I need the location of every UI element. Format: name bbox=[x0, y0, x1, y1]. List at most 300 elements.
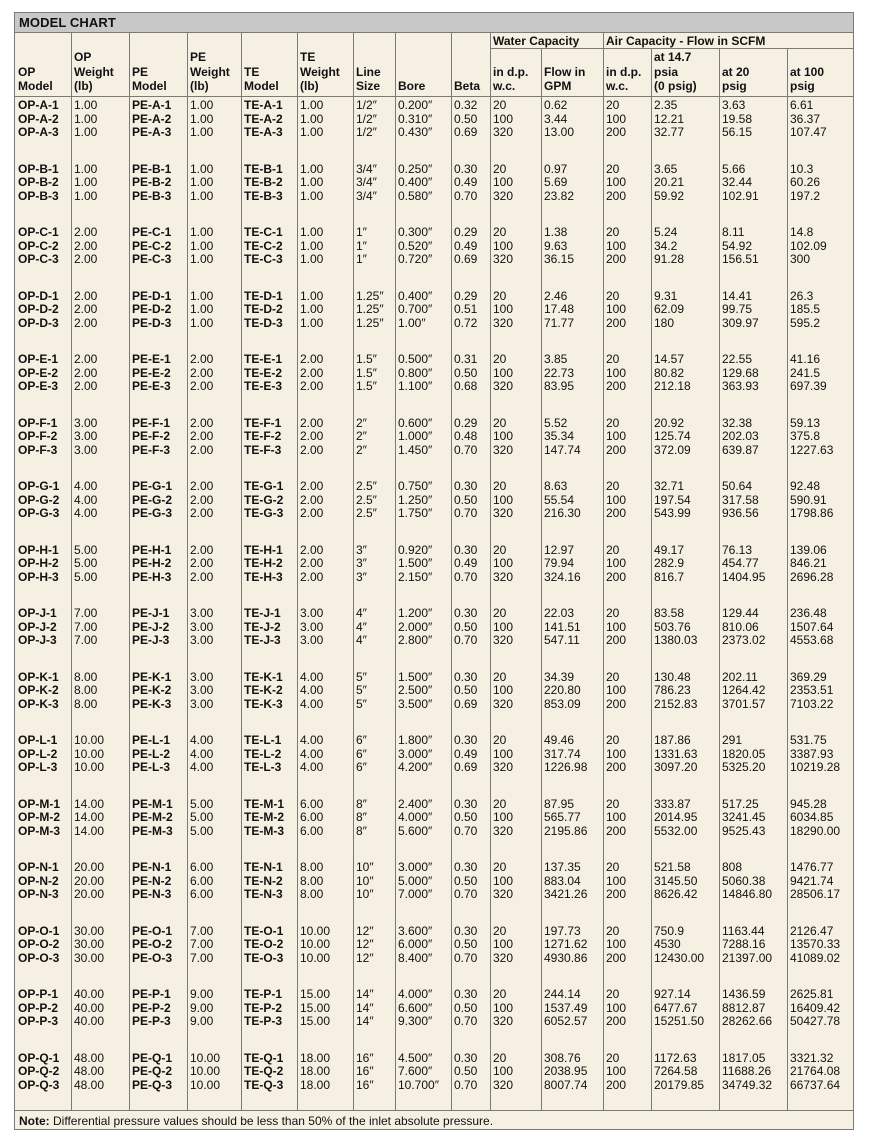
table-cell: PE-B-3 bbox=[132, 188, 172, 203]
column-divider bbox=[187, 33, 188, 1110]
table-cell: 333.87 bbox=[654, 796, 691, 811]
table-cell: 18.00 bbox=[300, 1064, 331, 1079]
table-cell: 100 bbox=[606, 492, 627, 507]
table-cell: 20.00 bbox=[74, 860, 105, 874]
table-cell: 3.00 bbox=[300, 633, 324, 648]
column-divider bbox=[353, 33, 354, 1110]
table-cell: OP-K-3 bbox=[18, 696, 59, 711]
table-cell: 5.00 bbox=[190, 810, 214, 825]
table-cell: 10″ bbox=[356, 873, 374, 888]
table-cell: 0.29 bbox=[454, 288, 478, 303]
table-cell: 1436.59 bbox=[722, 987, 766, 1001]
table-cell: OP-B-2 bbox=[18, 175, 59, 190]
table-cell: 1.25″ bbox=[356, 302, 384, 317]
table-cell: 1.00 bbox=[190, 175, 214, 190]
table-cell: 10.00 bbox=[74, 760, 105, 775]
table-cell: 12″ bbox=[356, 950, 374, 965]
table-cell: 32.77 bbox=[654, 125, 685, 140]
table-cell: 0.69 bbox=[454, 696, 478, 711]
table-cell: 6″ bbox=[356, 760, 367, 775]
table-cell: 1331.63 bbox=[654, 746, 698, 761]
table-cell: 1.200″ bbox=[398, 606, 433, 620]
table-cell: 6052.57 bbox=[544, 1014, 588, 1029]
table-cell: 810.06 bbox=[722, 619, 759, 634]
table-cell: 5.24 bbox=[654, 225, 678, 239]
table-cell: 15.00 bbox=[300, 987, 331, 1001]
table-cell: PE-J-1 bbox=[132, 606, 170, 620]
table-cell: 1817.05 bbox=[722, 1050, 766, 1065]
table-cell: 1.00 bbox=[190, 252, 214, 267]
table-cell: 14846.80 bbox=[722, 887, 773, 902]
table-cell: TE-F-1 bbox=[244, 415, 282, 430]
table-cell: 0.310″ bbox=[398, 111, 433, 126]
table-cell: 4.200″ bbox=[398, 760, 433, 775]
table-cell: 883.04 bbox=[544, 873, 581, 888]
column-divider bbox=[603, 33, 604, 1110]
table-cell: PE-M-1 bbox=[132, 796, 173, 811]
table-cell: 10″ bbox=[356, 887, 374, 902]
table-cell: 808 bbox=[722, 860, 743, 874]
table-cell: 0.70 bbox=[454, 950, 478, 965]
table-cell: 20 bbox=[493, 860, 507, 874]
table-cell: PE-H-3 bbox=[132, 569, 172, 584]
table-cell: 100 bbox=[606, 1064, 627, 1079]
table-cell: 2373.02 bbox=[722, 633, 766, 648]
column-divider bbox=[719, 48, 720, 1110]
table-cell: 1.00 bbox=[300, 288, 324, 303]
table-cell: 1537.49 bbox=[544, 1000, 588, 1015]
table-cell: 20 bbox=[606, 161, 620, 176]
table-cell: TE-P-1 bbox=[244, 987, 283, 1001]
table-cell: 19.58 bbox=[722, 111, 753, 126]
table-cell: 71.77 bbox=[544, 315, 575, 330]
table-cell: 20 bbox=[493, 161, 507, 176]
table-cell: 12″ bbox=[356, 937, 374, 952]
chart-title: MODEL CHART bbox=[19, 15, 116, 30]
table-cell: 12″ bbox=[356, 923, 374, 938]
table-cell: 20 bbox=[606, 288, 620, 303]
table-cell: 21764.08 bbox=[790, 1064, 841, 1079]
table-cell: 2.00 bbox=[300, 415, 324, 430]
table-cell: 1.00 bbox=[190, 302, 214, 317]
table-cell: PE-A-3 bbox=[132, 125, 172, 140]
table-cell: 320 bbox=[493, 696, 514, 711]
table-cell: 14″ bbox=[356, 1000, 374, 1015]
table-cell: 100 bbox=[493, 302, 514, 317]
table-cell: 100 bbox=[493, 556, 514, 571]
table-cell: 14″ bbox=[356, 987, 374, 1001]
table-cell: 2.00 bbox=[190, 365, 214, 380]
table-cell: 2.00 bbox=[190, 506, 214, 521]
table-cell: 0.70 bbox=[454, 823, 478, 838]
table-cell: 4.000″ bbox=[398, 810, 433, 825]
table-cell: 846.21 bbox=[790, 556, 827, 571]
table-cell: 20.00 bbox=[74, 873, 105, 888]
table-cell: 4.00 bbox=[300, 746, 324, 761]
table-cell: 32.44 bbox=[722, 175, 753, 190]
table-cell: 0.69 bbox=[454, 125, 478, 140]
table-cell: 1.00″ bbox=[398, 315, 426, 330]
table-cell: 3″ bbox=[356, 556, 367, 571]
table-cell: OP-J-2 bbox=[18, 619, 57, 634]
table-cell: 1.5″ bbox=[356, 379, 377, 394]
table-cell: TE-H-1 bbox=[244, 542, 283, 557]
table-cell: 100 bbox=[606, 873, 627, 888]
table-cell: 100 bbox=[606, 429, 627, 444]
table-cell: 1798.86 bbox=[790, 506, 834, 521]
table-cell: 2152.83 bbox=[654, 696, 698, 711]
table-cell: 3.600″ bbox=[398, 923, 433, 938]
table-cell: 2.00 bbox=[190, 429, 214, 444]
table-cell: 50.64 bbox=[722, 479, 753, 493]
table-cell: 3241.45 bbox=[722, 810, 766, 825]
table-cell: 14.00 bbox=[74, 796, 105, 811]
table-cell: 8.11 bbox=[722, 225, 745, 239]
table-cell: 2.00 bbox=[74, 288, 98, 303]
table-cell: 0.68 bbox=[454, 379, 478, 394]
table-cell: 1.00 bbox=[74, 98, 98, 112]
table-cell: 21397.00 bbox=[722, 950, 773, 965]
table-cell: 30.00 bbox=[74, 937, 105, 952]
table-cell: 16″ bbox=[356, 1064, 374, 1079]
table-cell: 6.61 bbox=[790, 98, 814, 112]
table-cell: 4530 bbox=[654, 937, 681, 952]
table-cell: 6.00 bbox=[300, 796, 324, 811]
table-cell: PE-K-1 bbox=[132, 669, 172, 684]
table-cell: 320 bbox=[493, 1077, 514, 1092]
column-header-line: Size bbox=[356, 79, 381, 93]
table-cell: TE-K-2 bbox=[244, 683, 283, 698]
table-cell: 20 bbox=[606, 733, 620, 747]
table-cell: 291 bbox=[722, 733, 743, 747]
water-capacity-header: Water Capacity bbox=[493, 34, 580, 48]
table-cell: 141.51 bbox=[544, 619, 581, 634]
table-cell: TE-B-3 bbox=[244, 188, 283, 203]
table-cell: 2353.51 bbox=[790, 683, 834, 698]
table-cell: 107.47 bbox=[790, 125, 827, 140]
table-cell: OP-P-3 bbox=[18, 1014, 59, 1029]
column-divider bbox=[651, 48, 652, 1110]
table-cell: OP-O-3 bbox=[18, 950, 60, 965]
table-cell: 0.30 bbox=[454, 987, 478, 1001]
table-cell: 308.76 bbox=[544, 1050, 581, 1065]
table-cell: 4.00 bbox=[300, 696, 324, 711]
table-cell: 13570.33 bbox=[790, 937, 841, 952]
table-cell: 4.00 bbox=[300, 683, 324, 698]
table-cell: 100 bbox=[606, 556, 627, 571]
table-cell: OP-N-3 bbox=[18, 887, 59, 902]
table-cell: 1.250″ bbox=[398, 492, 433, 507]
table-cell: PE-G-2 bbox=[132, 492, 173, 507]
table-cell: 7.00 bbox=[74, 606, 98, 620]
table-cell: 28506.17 bbox=[790, 887, 841, 902]
table-cell: PE-L-1 bbox=[132, 733, 171, 747]
column-divider bbox=[395, 33, 396, 1110]
table-cell: 20.92 bbox=[654, 415, 685, 430]
table-cell: 20 bbox=[493, 606, 507, 620]
table-cell: PE-A-1 bbox=[132, 98, 172, 112]
table-cell: 945.28 bbox=[790, 796, 827, 811]
table-cell: 6.000″ bbox=[398, 937, 433, 952]
table-cell: 56.15 bbox=[722, 125, 753, 140]
table-cell: TE-L-1 bbox=[244, 733, 282, 747]
column-header-line: TE bbox=[244, 65, 260, 79]
table-cell: 5532.00 bbox=[654, 823, 698, 838]
table-cell: 320 bbox=[493, 125, 514, 140]
table-cell: 2.35 bbox=[654, 98, 678, 112]
table-cell: 10.00 bbox=[300, 950, 331, 965]
table-cell: OP-Q-2 bbox=[18, 1064, 60, 1079]
table-cell: OP-H-1 bbox=[18, 542, 59, 557]
table-cell: 15.00 bbox=[300, 1000, 331, 1015]
table-cell: 8.63 bbox=[544, 479, 568, 493]
table-cell: OP-M-1 bbox=[18, 796, 60, 811]
table-cell: OP-L-2 bbox=[18, 746, 58, 761]
table-cell: OP-H-3 bbox=[18, 569, 59, 584]
table-cell: 2.00 bbox=[74, 379, 98, 394]
table-cell: 1.00 bbox=[190, 161, 214, 176]
table-cell: 9.00 bbox=[190, 1000, 214, 1015]
table-cell: 363.93 bbox=[722, 379, 759, 394]
table-cell: 0.580″ bbox=[398, 188, 433, 203]
table-cell: 0.750″ bbox=[398, 479, 433, 493]
table-cell: 5.00 bbox=[74, 556, 98, 571]
table-cell: 1.00 bbox=[190, 225, 214, 239]
table-cell: 454.77 bbox=[722, 556, 759, 571]
table-cell: 2696.28 bbox=[790, 569, 834, 584]
table-cell: OP-G-2 bbox=[18, 492, 60, 507]
table-cell: 10.00 bbox=[300, 937, 331, 952]
table-cell: 0.97 bbox=[544, 161, 568, 176]
table-cell: 100 bbox=[493, 619, 514, 634]
table-cell: 2″ bbox=[356, 442, 367, 457]
table-cell: OP-G-3 bbox=[18, 506, 60, 521]
table-cell: 0.49 bbox=[454, 175, 478, 190]
table-cell: PE-K-2 bbox=[132, 683, 172, 698]
table-cell: TE-G-3 bbox=[244, 506, 284, 521]
table-cell: 9.00 bbox=[190, 987, 214, 1001]
table-cell: 20 bbox=[493, 733, 507, 747]
table-cell: 100 bbox=[493, 492, 514, 507]
table-cell: 2.000″ bbox=[398, 619, 433, 634]
table-cell: 0.50 bbox=[454, 111, 478, 126]
table-cell: 2.00 bbox=[300, 479, 324, 493]
table-cell: 2.00 bbox=[74, 302, 98, 317]
column-divider bbox=[71, 33, 72, 1110]
table-cell: 20 bbox=[606, 352, 620, 366]
footnote bbox=[19, 1114, 493, 1128]
table-cell: OP-C-2 bbox=[18, 238, 59, 253]
table-cell: 7288.16 bbox=[722, 937, 766, 952]
column-header-line: PE bbox=[190, 50, 207, 64]
table-cell: 17.48 bbox=[544, 302, 575, 317]
table-cell: 20 bbox=[493, 542, 507, 557]
table-cell: 1.00 bbox=[300, 302, 324, 317]
table-cell: 20 bbox=[606, 415, 620, 430]
column-divider bbox=[490, 33, 491, 1110]
table-cell: 26.3 bbox=[790, 288, 814, 303]
column-header-line: (lb) bbox=[300, 79, 319, 93]
table-cell: 130.48 bbox=[654, 669, 691, 684]
table-cell: 2.00 bbox=[190, 492, 214, 507]
column-header-line: Model bbox=[18, 79, 53, 93]
column-header-line: Line bbox=[356, 65, 381, 79]
table-cell: 180 bbox=[654, 315, 675, 330]
table-cell: 0.30 bbox=[454, 606, 478, 620]
table-cell: OP-F-3 bbox=[18, 442, 58, 457]
table-cell: 1/2″ bbox=[356, 125, 377, 140]
table-cell: 34.39 bbox=[544, 669, 575, 684]
table-cell: 2.00 bbox=[74, 238, 98, 253]
table-cell: 1.00 bbox=[74, 188, 98, 203]
table-cell: 2126.47 bbox=[790, 923, 834, 938]
table-cell: 6″ bbox=[356, 746, 367, 761]
table-cell: TE-K-3 bbox=[244, 696, 283, 711]
table-cell: 3421.26 bbox=[544, 887, 588, 902]
table-cell: 5.00 bbox=[74, 569, 98, 584]
table-cell: 10.00 bbox=[190, 1077, 221, 1092]
table-cell: 0.30 bbox=[454, 733, 478, 747]
table-cell: PE-C-2 bbox=[132, 238, 172, 253]
table-cell: 41089.02 bbox=[790, 950, 841, 965]
table-cell: 0.70 bbox=[454, 506, 478, 521]
table-cell: 91.28 bbox=[654, 252, 685, 267]
table-cell: OP-G-1 bbox=[18, 479, 60, 493]
table-cell: 2.00 bbox=[74, 225, 98, 239]
table-cell: 200 bbox=[606, 950, 627, 965]
table-cell: 3.000″ bbox=[398, 746, 433, 761]
table-cell: 200 bbox=[606, 760, 627, 775]
table-cell: 0.29 bbox=[454, 415, 478, 430]
table-cell: 100 bbox=[493, 1000, 514, 1015]
table-cell: 4.000″ bbox=[398, 987, 433, 1001]
table-cell: 6477.67 bbox=[654, 1000, 698, 1015]
table-cell: 300 bbox=[790, 252, 811, 267]
table-cell: 0.50 bbox=[454, 873, 478, 888]
table-cell: 0.70 bbox=[454, 569, 478, 584]
column-divider bbox=[541, 48, 542, 1110]
table-cell: 0.49 bbox=[454, 746, 478, 761]
table-cell: OP-D-1 bbox=[18, 288, 59, 303]
table-cell: 3.44 bbox=[544, 111, 568, 126]
table-cell: 20 bbox=[493, 225, 507, 239]
table-cell: 5.600″ bbox=[398, 823, 433, 838]
table-cell: 0.50 bbox=[454, 1000, 478, 1015]
table-cell: 62.09 bbox=[654, 302, 685, 317]
table-cell: 324.16 bbox=[544, 569, 581, 584]
table-cell: 1.00 bbox=[300, 175, 324, 190]
table-cell: 4.00 bbox=[74, 492, 98, 507]
table-cell: 32.38 bbox=[722, 415, 753, 430]
table-cell: 3.63 bbox=[722, 98, 746, 112]
table-cell: 10.00 bbox=[74, 746, 105, 761]
table-cell: 212.18 bbox=[654, 379, 691, 394]
table-cell: 1.25″ bbox=[356, 288, 384, 303]
table-cell: 20 bbox=[606, 796, 620, 811]
table-cell: 2195.86 bbox=[544, 823, 588, 838]
table-cell: PE-M-2 bbox=[132, 810, 173, 825]
table-cell: 3.00 bbox=[74, 415, 98, 430]
table-cell: 4.00 bbox=[74, 506, 98, 521]
table-cell: 320 bbox=[493, 252, 514, 267]
column-header-line: in d.p. bbox=[493, 65, 529, 79]
table-cell: 2038.95 bbox=[544, 1064, 588, 1079]
table-cell: 0.49 bbox=[454, 238, 478, 253]
table-cell: 1.00 bbox=[74, 161, 98, 176]
table-cell: 3.000″ bbox=[398, 860, 433, 874]
table-cell: OP-E-2 bbox=[18, 365, 59, 380]
table-cell: 48.00 bbox=[74, 1050, 105, 1065]
table-cell: 2.150″ bbox=[398, 569, 433, 584]
table-cell: PE-C-3 bbox=[132, 252, 172, 267]
table-cell: TE-D-2 bbox=[244, 302, 283, 317]
table-cell: 102.09 bbox=[790, 238, 827, 253]
table-cell: 4553.68 bbox=[790, 633, 834, 648]
table-cell: PE-H-2 bbox=[132, 556, 172, 571]
column-header-line: w.c. bbox=[606, 79, 629, 93]
table-cell: 0.30 bbox=[454, 161, 478, 176]
table-cell: 3.500″ bbox=[398, 696, 433, 711]
table-cell: 4.00 bbox=[190, 733, 214, 747]
table-cell: 0.600″ bbox=[398, 415, 433, 430]
table-cell: OP-B-1 bbox=[18, 161, 59, 176]
table-cell: 0.30 bbox=[454, 860, 478, 874]
table-cell: 9.300″ bbox=[398, 1014, 433, 1029]
table-cell: TE-M-1 bbox=[244, 796, 284, 811]
table-cell: 49.46 bbox=[544, 733, 575, 747]
table-cell: 4930.86 bbox=[544, 950, 588, 965]
table-cell: TE-N-3 bbox=[244, 887, 283, 902]
table-cell: 3387.93 bbox=[790, 746, 834, 761]
table-cell: TE-H-3 bbox=[244, 569, 283, 584]
table-cell: 200 bbox=[606, 1014, 627, 1029]
table-cell: 10.00 bbox=[190, 1064, 221, 1079]
table-cell: OP-F-2 bbox=[18, 429, 58, 444]
table-cell: 1.800″ bbox=[398, 733, 433, 747]
table-cell: 20 bbox=[606, 479, 620, 493]
table-cell: 750.9 bbox=[654, 923, 685, 938]
table-cell: 369.29 bbox=[790, 669, 827, 684]
table-cell: 40.00 bbox=[74, 1000, 105, 1015]
table-cell: TE-G-2 bbox=[244, 492, 284, 507]
table-cell: 83.95 bbox=[544, 379, 575, 394]
column-header-line: w.c. bbox=[493, 79, 516, 93]
table-cell: 7.600″ bbox=[398, 1064, 433, 1079]
table-cell: 0.430″ bbox=[398, 125, 433, 140]
table-cell: 3.00 bbox=[74, 442, 98, 457]
table-cell: 137.35 bbox=[544, 860, 581, 874]
table-cell: 100 bbox=[493, 111, 514, 126]
table-cell: 2625.81 bbox=[790, 987, 834, 1001]
table-cell: 100 bbox=[493, 1064, 514, 1079]
table-cell: 0.720″ bbox=[398, 252, 433, 267]
table-cell: 20 bbox=[493, 288, 507, 303]
table-cell: 1.00 bbox=[300, 125, 324, 140]
table-cell: 2.400″ bbox=[398, 796, 433, 811]
table-cell: PE-Q-2 bbox=[132, 1064, 173, 1079]
table-cell: 3.00 bbox=[190, 669, 214, 684]
table-cell: TE-O-1 bbox=[244, 923, 284, 938]
table-cell: 5″ bbox=[356, 683, 367, 698]
table-cell: 30.00 bbox=[74, 950, 105, 965]
table-cell: PE-H-1 bbox=[132, 542, 172, 557]
table-cell: 2.00 bbox=[300, 352, 324, 366]
air-capacity-header: Air Capacity - Flow in SCFM bbox=[606, 34, 766, 48]
column-divider bbox=[787, 48, 788, 1110]
table-cell: OP-P-1 bbox=[18, 987, 59, 1001]
table-cell: OP-L-3 bbox=[18, 760, 58, 775]
table-cell: 16″ bbox=[356, 1077, 374, 1092]
